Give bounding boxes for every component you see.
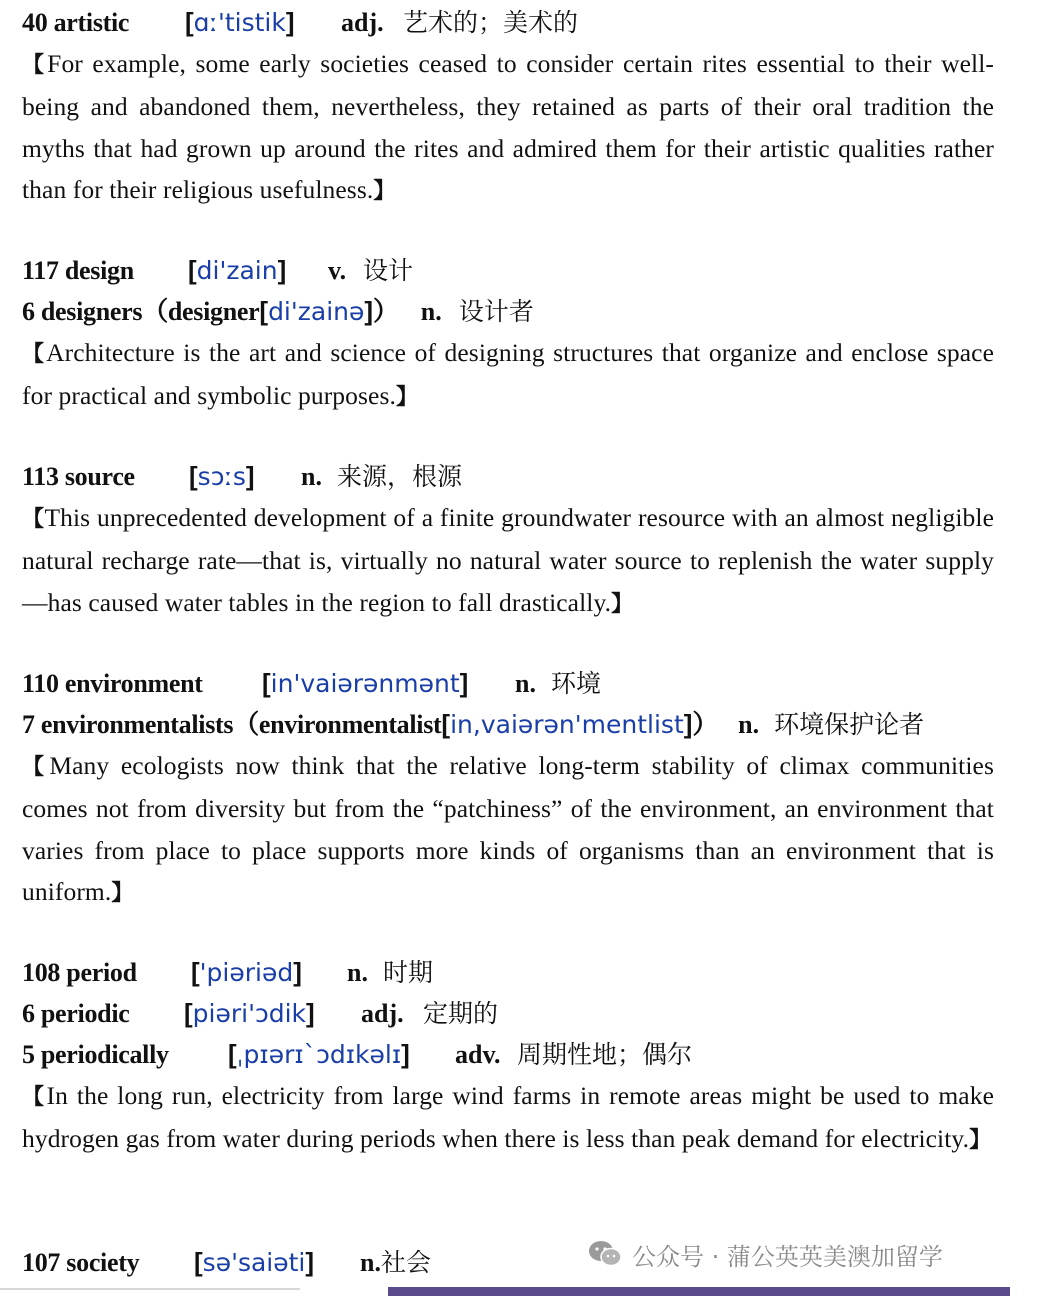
phonetic: [di'zain] [188,255,287,285]
example-sentence: 【In the long run, electricity from large wind farms in remote areas might be used to make hydrogen gas from water during periods when there is less than peak demand for electricity.】 [22,1081,994,1154]
headword: 113 source [22,462,135,491]
part-of-speech: n. [301,462,322,491]
headword-line [22,2,994,43]
derived-word: 7 environmentalists（environmentalist [22,710,442,739]
vocab-entry-environment [22,663,994,914]
example-sentence: 【Architecture is the art and science of designing structures that organize and enclose space for practical and symbolic purposes.】 [22,338,995,411]
example-sentence: 【Many ecologists now think that the relative long-term stability of climax communities comes not from diversity but from the “patchiness” of the environment, an environment that varies from place to place supports more kinds of organisms than an environment that is uniform.】 [22,751,994,906]
vocab-entry-period [22,952,994,1162]
chinese-meaning: 来源，根源 [337,462,463,491]
chinese-meaning: 设计者 [458,297,534,326]
headword-line [22,250,994,291]
part-of-speech: n. [738,710,760,739]
headword: 110 environment [22,669,203,698]
part-of-speech: n. [360,1248,381,1277]
chinese-meaning: 时期 [383,958,434,987]
headword-line [22,952,994,993]
chinese-meaning: 定期的 [423,999,499,1028]
phonetic: [di'zainə] [259,296,374,326]
derived-word-line: 7 environmentalists（environmentalist[in,vaiərən'mentlist]） n. 环境保护论者 [22,704,994,745]
derived-word-line: 6 designers（designer[di'zainə]） n. 设计者 [22,291,994,332]
divider [0,1288,300,1290]
derived-word: 6 periodic [22,999,130,1028]
derived-word-line [22,993,994,1034]
chinese-meaning: 环境 [551,669,602,698]
chinese-meaning: 艺术的；美术的 [403,8,579,37]
wechat-watermark [588,1234,943,1274]
watermark-text: 公众号 · 蒲公英英美澳加留学 [632,1242,943,1271]
part-of-speech: adj. [341,8,384,37]
part-of-speech: n. [515,669,536,698]
headword-line [22,456,994,497]
headword: 108 period [22,958,137,987]
chinese-meaning: 设计 [363,256,414,285]
headword: 117 design [22,256,134,285]
chinese-meaning: 社会 [380,1248,431,1277]
phonetic: [sə'saiəti] [194,1247,315,1277]
phonetic: [piəri'ɔdik] [184,998,315,1028]
phonetic: [ɑː'tistik] [185,7,295,37]
phonetic: [ˌpɪərɪˋɔdɪkəlɪ] [228,1039,410,1069]
part-of-speech: n. [420,297,442,326]
headword-line [22,663,994,704]
wechat-icon [588,1240,622,1268]
phonetic: ['piəriəd] [191,957,302,987]
derived-word: 5 periodically [22,1040,169,1069]
part-of-speech: adj. [361,999,404,1028]
vocab-entry-design [22,250,994,419]
derived-word: 6 designers（designer [22,297,260,326]
part-of-speech: adv. [455,1040,501,1069]
vocab-entry-source [22,456,994,625]
phonetic: [in,vaiərən'mentlist] [441,709,693,739]
part-of-speech: v. [328,256,347,285]
headword: 40 artistic [22,8,130,37]
bottom-bar [388,1287,1010,1296]
part-of-speech: n. [347,958,368,987]
phonetic: [in'vaiərənmənt] [262,668,469,698]
headword: 107 society [22,1248,140,1277]
chinese-meaning: 周期性地；偶尔 [517,1040,693,1069]
phonetic: [sɔːs] [189,461,255,491]
chinese-meaning: 环境保护论者 [774,710,925,739]
example-sentence: 【For example, some early societies ceased to consider certain rites essential to their well-being and abandoned them, nevertheless, they retained as parts of their oral tradition the myths that had grown up around the rites and admired them for their artistic qualities rather than for their religious usefulness.】 [22,49,994,204]
example-sentence: 【This unprecedented development of a finite groundwater resource with an almost negligible natural recharge rate—that is, virtually no natural water source to replenish the water supply—has caused water tables in the region to fall drastically.】 [22,503,994,617]
vocab-entry-artistic [22,2,994,212]
derived-word-line [22,1034,994,1075]
